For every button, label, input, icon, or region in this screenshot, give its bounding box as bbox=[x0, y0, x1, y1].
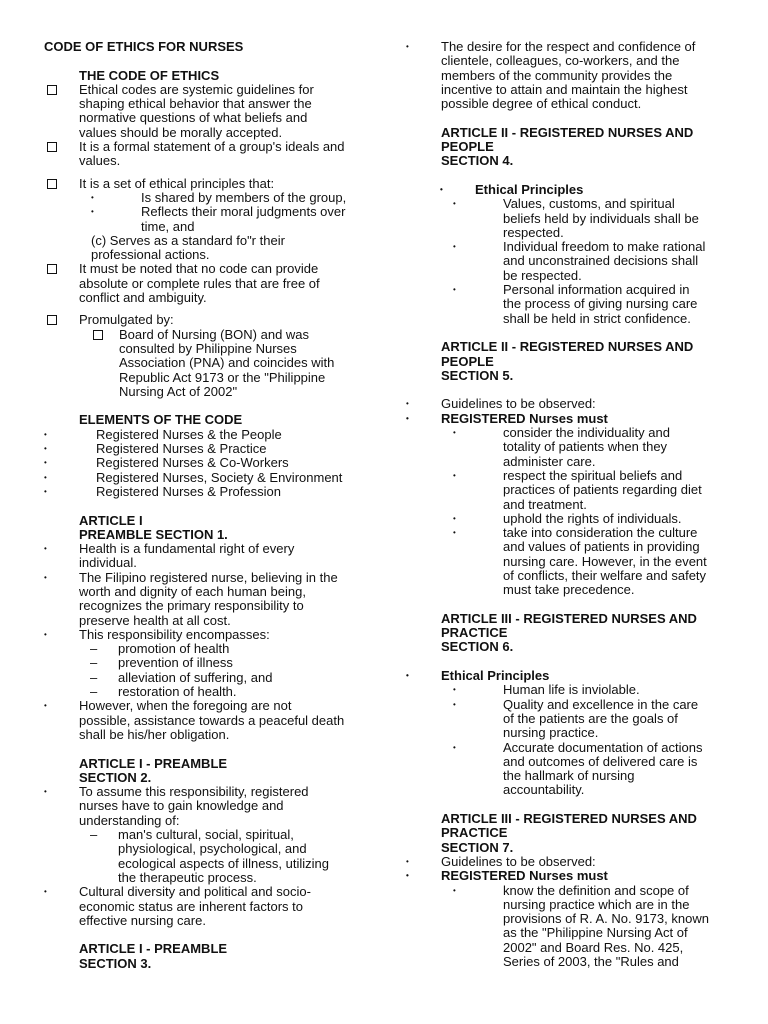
line-text: The Filipino registered nurse, believing in the bbox=[79, 569, 338, 585]
element-item bbox=[44, 428, 374, 442]
line-text: Board of Nursing (BON) and was bbox=[119, 326, 310, 342]
spacer bbox=[44, 54, 374, 68]
line-text: and outcomes of delivered care is bbox=[503, 753, 698, 769]
bullet-icon: • bbox=[44, 572, 47, 582]
bullet-icon: • bbox=[44, 629, 47, 639]
line-text: Is shared by members of the group, bbox=[141, 189, 347, 205]
list-item bbox=[44, 277, 374, 291]
list-item bbox=[44, 542, 374, 556]
sub-list-item bbox=[44, 871, 374, 885]
section-heading bbox=[406, 612, 736, 626]
bullet-icon: • bbox=[453, 470, 456, 480]
line-text: the hallmark of nursing bbox=[503, 768, 635, 784]
line-text: Quality and excellence in the care bbox=[503, 696, 699, 712]
right-column bbox=[406, 40, 736, 969]
bullet-icon: • bbox=[44, 429, 47, 439]
section-heading bbox=[44, 514, 374, 528]
document-title bbox=[44, 40, 374, 54]
spacer bbox=[406, 798, 736, 812]
sub-list-item bbox=[406, 583, 736, 597]
line-text: take into consideration the culture bbox=[503, 525, 698, 541]
line-text: shall be held in strict confidence. bbox=[503, 310, 691, 326]
list-item bbox=[44, 585, 374, 599]
spacer bbox=[406, 655, 736, 669]
principles-label bbox=[406, 183, 736, 197]
section-heading bbox=[406, 140, 736, 154]
list-item bbox=[406, 40, 736, 54]
section-heading bbox=[406, 826, 736, 840]
bullet-icon: • bbox=[406, 399, 409, 409]
line-text: This responsibility encompasses: bbox=[79, 626, 270, 642]
sub-list-item bbox=[406, 312, 736, 326]
section-heading bbox=[44, 771, 374, 785]
checkbox-bullet-icon bbox=[47, 142, 57, 152]
line-text: consider the individuality and bbox=[503, 425, 670, 441]
line-text: SECTION 4. bbox=[441, 153, 514, 169]
line-text: It is a formal statement of a group's ideals and bbox=[79, 139, 345, 155]
bullet-icon: • bbox=[44, 701, 47, 711]
line-text: Values, customs, and spiritual bbox=[503, 196, 675, 212]
section-heading bbox=[406, 841, 736, 855]
line-text: shaping ethical behavior that answer the bbox=[79, 96, 312, 112]
list-item bbox=[406, 83, 736, 97]
line-text: members of the community provides the bbox=[441, 67, 673, 83]
sub-list-item bbox=[44, 642, 374, 656]
checkbox-bullet-icon bbox=[47, 85, 57, 95]
list-item bbox=[44, 799, 374, 813]
bullet-icon: • bbox=[44, 444, 47, 454]
line-text: and unconstrained decisions shall bbox=[503, 253, 699, 269]
spacer bbox=[406, 598, 736, 612]
left-column bbox=[44, 40, 374, 971]
line-text: (c) Serves as a standard fo"r their bbox=[91, 232, 285, 248]
line-text: To assume this responsibility, registered bbox=[79, 784, 309, 800]
bullet-icon: • bbox=[453, 699, 456, 709]
section-heading bbox=[44, 413, 374, 427]
line-text: The desire for the respect and confidence of bbox=[441, 39, 696, 54]
sub-list-item bbox=[44, 205, 374, 219]
sub-list-item bbox=[406, 555, 736, 569]
spacer bbox=[44, 742, 374, 756]
line-text: Promulgated by: bbox=[79, 312, 174, 328]
sub-list-item bbox=[406, 569, 736, 583]
bullet-icon: • bbox=[453, 885, 456, 895]
line-text: SECTION 5. bbox=[441, 367, 514, 383]
sub-list-item bbox=[406, 898, 736, 912]
list-item bbox=[44, 571, 374, 585]
line-text: as the "Philippine Nursing Act of bbox=[503, 925, 688, 941]
line-text: It must be noted that no code can provide bbox=[79, 261, 319, 277]
sub-list-item bbox=[406, 197, 736, 211]
sub-list-item bbox=[406, 483, 736, 497]
line-text: Individual freedom to make rational bbox=[503, 239, 706, 255]
principles-label bbox=[406, 669, 736, 683]
element-item bbox=[44, 442, 374, 456]
line-text: Reflects their moral judgments over bbox=[141, 204, 346, 220]
sub-list-item bbox=[406, 683, 736, 697]
bullet-icon: • bbox=[44, 458, 47, 468]
bullet-icon: • bbox=[406, 413, 409, 423]
line-text: Cultural diversity and political and socio- bbox=[79, 884, 311, 900]
sub-list-item bbox=[44, 356, 374, 370]
line-text: accountability. bbox=[503, 782, 585, 798]
sub-list-item bbox=[406, 884, 736, 898]
line-text: of conflicts, their welfare and safety bbox=[503, 567, 707, 583]
list-item bbox=[44, 614, 374, 628]
line-text: PRACTICE bbox=[441, 825, 508, 841]
list-item bbox=[44, 111, 374, 125]
sub-list-item bbox=[44, 371, 374, 385]
section-heading bbox=[406, 640, 736, 654]
sub-list-item bbox=[406, 455, 736, 469]
bullet-icon: • bbox=[44, 887, 47, 897]
line-text: individual. bbox=[79, 555, 137, 571]
bullet-icon: • bbox=[453, 428, 456, 438]
line-text: nursing practice which are in the bbox=[503, 896, 690, 912]
line-text: ARTICLE I - PREAMBLE bbox=[79, 755, 228, 771]
checkbox-bullet-icon bbox=[47, 315, 57, 325]
line-text: and values of patients in providing bbox=[503, 539, 700, 555]
bullet-icon: • bbox=[406, 671, 409, 681]
sub-list-item bbox=[406, 712, 736, 726]
line-text: Ethical Principles bbox=[441, 668, 550, 684]
sub-list-item bbox=[44, 342, 374, 356]
list-item bbox=[44, 126, 374, 140]
list-item bbox=[44, 728, 374, 742]
bullet-icon: • bbox=[44, 544, 47, 554]
list-item bbox=[406, 69, 736, 83]
dash-bullet-icon: – bbox=[90, 669, 98, 685]
sub-list-item bbox=[406, 926, 736, 940]
line-text: ELEMENTS OF THE CODE bbox=[79, 412, 243, 428]
list-item bbox=[44, 177, 374, 191]
bullet-icon: • bbox=[406, 42, 409, 51]
section-heading bbox=[406, 626, 736, 640]
list-item bbox=[406, 97, 736, 111]
line-text: PEOPLE bbox=[441, 353, 494, 369]
line-text: provisions of R. A. No. 9173, known bbox=[503, 911, 709, 927]
sub-list-item bbox=[406, 226, 736, 240]
line-text: the therapeutic process. bbox=[118, 869, 257, 885]
checkbox-bullet-icon bbox=[47, 264, 57, 274]
line-text: totality of patients when they bbox=[503, 439, 668, 455]
list-item bbox=[406, 397, 736, 411]
section-heading bbox=[406, 126, 736, 140]
spacer bbox=[406, 383, 736, 397]
sub-list-item bbox=[406, 212, 736, 226]
line-text: beliefs held by individuals shall be bbox=[503, 210, 699, 226]
line-text: Association (PNA) and coincides with bbox=[119, 355, 335, 371]
line-text: and treatment. bbox=[503, 496, 587, 512]
sub-list-item bbox=[406, 283, 736, 297]
line-text: possible, assistance towards a peaceful death bbox=[79, 712, 345, 728]
sub-list-item bbox=[406, 769, 736, 783]
section-heading bbox=[44, 942, 374, 956]
line-text: administer care. bbox=[503, 453, 596, 469]
sub-list-item bbox=[406, 741, 736, 755]
spacer bbox=[44, 928, 374, 942]
bullet-icon: • bbox=[453, 199, 456, 209]
dash-bullet-icon: – bbox=[90, 641, 98, 657]
dash-bullet-icon: – bbox=[90, 684, 98, 700]
bullet-icon: • bbox=[453, 513, 456, 523]
list-item bbox=[44, 154, 374, 168]
line-text: of the patients are the goals of bbox=[503, 710, 678, 726]
sub-list-item bbox=[406, 955, 736, 969]
line-text: Accurate documentation of actions bbox=[503, 739, 703, 755]
line-text: must take precedence. bbox=[503, 582, 635, 598]
sub-list-item bbox=[406, 512, 736, 526]
list-item bbox=[406, 855, 736, 869]
list-item bbox=[44, 900, 374, 914]
line-text: SECTION 6. bbox=[441, 639, 514, 655]
bullet-icon: • bbox=[453, 528, 456, 538]
line-text: man's cultural, social, spiritual, bbox=[118, 827, 294, 843]
sub-list-item bbox=[406, 698, 736, 712]
line-text: shall be his/her obligation. bbox=[79, 726, 230, 742]
element-item bbox=[44, 456, 374, 470]
element-item bbox=[44, 485, 374, 499]
line-text: effective nursing care. bbox=[79, 912, 206, 928]
sub-list-item bbox=[406, 297, 736, 311]
line-text: Registered Nurses, Society & Environment bbox=[96, 469, 343, 485]
sub-list-item bbox=[406, 783, 736, 797]
spacer bbox=[406, 111, 736, 125]
checkbox-bullet-icon bbox=[93, 330, 103, 340]
line-text: uphold the rights of individuals. bbox=[503, 510, 682, 526]
list-item bbox=[44, 814, 374, 828]
spacer bbox=[44, 399, 374, 413]
section-heading bbox=[406, 355, 736, 369]
sub-list-item bbox=[406, 726, 736, 740]
spacer bbox=[406, 326, 736, 340]
line-text: REGISTERED Nurses must bbox=[441, 410, 608, 426]
sub-list-item bbox=[44, 828, 374, 842]
line-text: However, when the foregoing are not bbox=[79, 698, 292, 714]
section-heading bbox=[406, 812, 736, 826]
line-text: respect the spiritual beliefs and bbox=[503, 467, 683, 483]
list-item bbox=[44, 556, 374, 570]
list-item bbox=[44, 313, 374, 327]
bullet-icon: • bbox=[91, 207, 94, 217]
line-text: PRACTICE bbox=[441, 625, 508, 641]
line-text: incentive to attain and maintain the highest bbox=[441, 81, 688, 97]
line-text: Guidelines to be observed: bbox=[441, 853, 596, 869]
line-text: values should be morally accepted. bbox=[79, 124, 283, 140]
bullet-icon: • bbox=[44, 787, 47, 797]
list-item bbox=[44, 140, 374, 154]
line-text: economic status are inherent factors to bbox=[79, 898, 304, 914]
sub-list-item bbox=[406, 254, 736, 268]
line-text: ecological aspects of illness, utilizing bbox=[118, 855, 329, 871]
sub-list-item bbox=[406, 440, 736, 454]
line-text: values. bbox=[79, 153, 121, 169]
sub-list-item bbox=[44, 842, 374, 856]
sub-list-item bbox=[44, 685, 374, 699]
sub-list-item bbox=[406, 469, 736, 483]
list-item bbox=[44, 785, 374, 799]
sub-list-item bbox=[44, 385, 374, 399]
line-text: REGISTERED Nurses must bbox=[441, 868, 608, 884]
section-heading bbox=[406, 369, 736, 383]
list-item bbox=[44, 699, 374, 713]
line-text: physiological, psychological, and bbox=[118, 841, 307, 857]
bullet-icon: • bbox=[440, 184, 443, 194]
bullet-icon: • bbox=[453, 742, 456, 752]
list-item bbox=[44, 885, 374, 899]
sub-list-item bbox=[406, 912, 736, 926]
line-text: the process of giving nursing care bbox=[503, 296, 698, 312]
line-text: Registered Nurses & Practice bbox=[96, 441, 267, 457]
list-item bbox=[406, 54, 736, 68]
list-item bbox=[44, 97, 374, 111]
line-text: Registered Nurses & the People bbox=[96, 426, 282, 442]
line-text: understanding of: bbox=[79, 812, 180, 828]
list-item bbox=[44, 714, 374, 728]
line-text: Nursing Act of 2002" bbox=[119, 383, 238, 399]
bullet-icon: • bbox=[453, 242, 456, 252]
dash-bullet-icon: – bbox=[90, 827, 98, 843]
sub-list-item bbox=[44, 220, 374, 234]
line-text: practices of patients regarding diet bbox=[503, 482, 702, 498]
line-text: absolute or complete rules that are free of bbox=[79, 275, 320, 291]
bullet-icon: • bbox=[91, 192, 94, 202]
sub-list-item bbox=[406, 755, 736, 769]
sub-list-item bbox=[406, 540, 736, 554]
line-text: promotion of health bbox=[118, 641, 230, 657]
section-heading bbox=[44, 757, 374, 771]
line-text: consulted by Philippine Nurses bbox=[119, 340, 297, 356]
section-heading bbox=[406, 340, 736, 354]
sub-list-item bbox=[406, 526, 736, 540]
sub-list-item bbox=[406, 269, 736, 283]
list-item bbox=[44, 628, 374, 642]
line-text: PREAMBLE SECTION 1. bbox=[79, 526, 228, 542]
line-text: Registered Nurses & Profession bbox=[96, 483, 281, 499]
line-text: ARTICLE III - REGISTERED NURSES AND bbox=[441, 610, 697, 626]
list-item bbox=[44, 83, 374, 97]
line-text: nursing practice. bbox=[503, 725, 599, 741]
line-text: ARTICLE I bbox=[79, 512, 143, 528]
line-text: ARTICLE II - REGISTERED NURSES AND bbox=[441, 124, 694, 140]
line-text: preserve health at all cost. bbox=[79, 612, 231, 628]
sub-list-item bbox=[406, 498, 736, 512]
bullet-icon: • bbox=[406, 856, 409, 866]
line-text: worth and dignity of each human being, bbox=[79, 583, 306, 599]
line-text: be respected. bbox=[503, 267, 582, 283]
section-heading bbox=[44, 528, 374, 542]
dash-bullet-icon: – bbox=[90, 655, 98, 671]
line-text: normative questions of what beliefs and bbox=[79, 110, 308, 126]
sub-list-item bbox=[44, 328, 374, 342]
line-text: Ethical codes are systemic guidelines for bbox=[79, 81, 314, 97]
line-text: ARTICLE I - PREAMBLE bbox=[79, 941, 228, 957]
list-item bbox=[406, 869, 736, 883]
sub-list-item bbox=[44, 191, 374, 205]
sub-list-item bbox=[406, 240, 736, 254]
section-heading bbox=[44, 957, 374, 971]
line-text: possible degree of ethical conduct. bbox=[441, 96, 642, 112]
line-text: respected. bbox=[503, 224, 564, 240]
line-text: Guidelines to be observed: bbox=[441, 396, 596, 412]
line-text: Ethical Principles bbox=[475, 181, 584, 197]
line-text: Personal information acquired in bbox=[503, 282, 690, 298]
bullet-icon: • bbox=[44, 472, 47, 482]
bullet-icon: • bbox=[453, 685, 456, 695]
line-text: PEOPLE bbox=[441, 139, 494, 155]
list-item bbox=[44, 291, 374, 305]
line-text: restoration of health. bbox=[118, 684, 237, 700]
line-text: alleviation of suffering, and bbox=[118, 669, 273, 685]
sub-list-item bbox=[44, 857, 374, 871]
line-text: THE CODE OF ETHICS bbox=[79, 67, 220, 83]
list-item bbox=[406, 412, 736, 426]
checkbox-bullet-icon bbox=[47, 179, 57, 189]
sub-list-item bbox=[406, 941, 736, 955]
list-item bbox=[44, 262, 374, 276]
list-item bbox=[44, 599, 374, 613]
line-text: professional actions. bbox=[91, 247, 210, 263]
line-text: CODE OF ETHICS FOR NURSES bbox=[44, 39, 244, 54]
sub-list-item bbox=[406, 426, 736, 440]
section-heading bbox=[44, 69, 374, 83]
sub-list-item bbox=[44, 656, 374, 670]
bullet-icon: • bbox=[406, 871, 409, 881]
line-text: Health is a fundamental right of every bbox=[79, 541, 295, 557]
line-text: 2002" and Board Res. No. 425, bbox=[503, 939, 684, 955]
line-text: nurses have to gain knowledge and bbox=[79, 798, 284, 814]
list-item bbox=[44, 234, 374, 248]
list-item bbox=[44, 248, 374, 262]
line-text: Republic Act 9173 or the "Philippine bbox=[119, 369, 326, 385]
line-text: SECTION 7. bbox=[441, 839, 514, 855]
list-item bbox=[44, 914, 374, 928]
line-text: recognizes the primary responsibility to bbox=[79, 598, 304, 614]
line-text: Series of 2003, the "Rules and bbox=[503, 954, 679, 969]
line-text: Human life is inviolable. bbox=[503, 682, 640, 698]
line-text: nursing care. However, in the event bbox=[503, 553, 707, 569]
bullet-icon: • bbox=[44, 486, 47, 496]
element-item bbox=[44, 471, 374, 485]
line-text: SECTION 2. bbox=[79, 769, 152, 785]
line-text: ARTICLE III - REGISTERED NURSES AND bbox=[441, 811, 697, 827]
line-text: clientele, colleagues, co-workers, and the bbox=[441, 53, 680, 69]
bullet-icon: • bbox=[453, 285, 456, 295]
spacer bbox=[406, 169, 736, 183]
line-text: prevention of illness bbox=[118, 655, 233, 671]
line-text: Registered Nurses & Co-Workers bbox=[96, 455, 289, 471]
line-text: It is a set of ethical principles that: bbox=[79, 175, 275, 191]
line-text: know the definition and scope of bbox=[503, 882, 689, 898]
line-text: conflict and ambiguity. bbox=[79, 290, 207, 306]
spacer bbox=[44, 499, 374, 513]
sub-list-item bbox=[44, 671, 374, 685]
line-text: time, and bbox=[141, 218, 195, 234]
section-heading bbox=[406, 154, 736, 168]
line-text: ARTICLE II - REGISTERED NURSES AND bbox=[441, 339, 694, 355]
line-text: SECTION 3. bbox=[79, 955, 152, 971]
